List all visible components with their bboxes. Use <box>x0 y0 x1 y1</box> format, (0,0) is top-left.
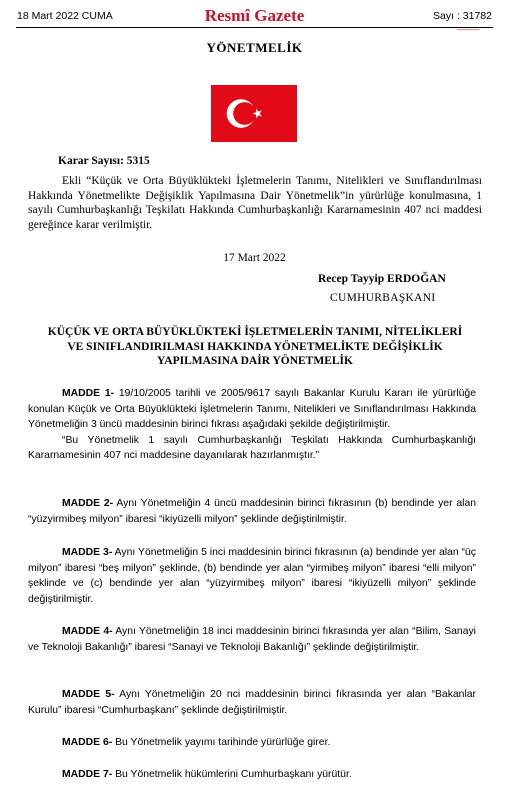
article-label: MADDE 3- <box>62 547 113 558</box>
article-label: MADDE 2- <box>62 498 114 509</box>
signer-title: CUMHURBAŞKANI <box>330 292 436 304</box>
header-accent-line <box>457 29 479 30</box>
turkish-flag-icon <box>211 85 297 142</box>
signer-name: Recep Tayyip ERDOĞAN <box>318 273 446 285</box>
issue-date: 18 Mart 2022 CUMA <box>17 10 113 22</box>
article-text: Aynı Yönetmeliğin 4 üncü maddesinin birinci fıkrasının (b) bendinde yer alan “yüzyirmibeş milyon” ibaresi “ikiyüzelli milyon” şeklinde değiştirilmiştir. <box>28 498 477 525</box>
article-label: MADDE 7- <box>62 769 113 780</box>
article-2 <box>28 496 476 527</box>
gazette-masthead: Resmî Gazete <box>204 6 305 25</box>
article-text: 19/10/2005 tarihli ve 2005/9617 sayılı Bakanlar Kurulu Kararı ile yürürlüğe konulan Küçük ve Orta Büyüklükteki İşletmelerin Tanımı, Nitelikleri ve Sınıflandırılması Hakkında Yönetmeliğin 3 üncü maddesinin birinci fıkrası aşağıdaki şekilde değiştirilmiştir. <box>28 388 476 431</box>
article-text: Bu Yönetmelik hükümlerini Cumhurbaşkanı yürütür. <box>112 769 352 780</box>
article-label: MADDE 6- <box>62 737 113 748</box>
article-3 <box>28 545 476 607</box>
article-quote: “Bu Yönetmelik 1 sayılı Cumhurbaşkanlığı Teşkilatı Hakkında Cumhurbaşkanlığı Kararnamesinin 407 nci maddesine dayanılarak hazırlanmıştır.” <box>28 434 476 462</box>
article-5 <box>28 687 476 718</box>
decree-text: Ekli “Küçük ve Orta Büyüklükteki İşletmelerin Tanımı, Nitelikleri ve Sınıflandırılması Hakkında Yönetmelikte Değişiklik Yapılmasına Dair Yönetmelik”in yürürlüğe konulmasına, 1 sayılı Cumhurbaşkanlığı Teşkilatı Hakkında Cumhurbaşkanlığı Kararnamesinin 407 nci maddesi gereğince karar verilmiştir. <box>28 175 482 231</box>
article-text: Bu Yönetmelik yayımı tarihinde yürürlüğe girer. <box>112 737 331 748</box>
issue-number: Sayı : 31782 <box>433 10 492 22</box>
article-label: MADDE 5- <box>62 689 115 700</box>
article-label: MADDE 1- <box>62 388 115 399</box>
article-text: Aynı Yönetmeliğin 18 inci maddesinin birinci fıkrasında yer alan “Bilim, Sanayi ve Teknoloji Bakanlığı” ibaresi “Sanayi ve Teknoloji Bakanlığı” şeklinde değiştirilmiştir. <box>28 626 476 653</box>
article-6 <box>28 735 476 751</box>
header-divider <box>16 27 493 28</box>
decree-date: 17 Mart 2022 <box>223 252 286 264</box>
article-1 <box>28 386 476 464</box>
article-text: Aynı Yönetmeliğin 20 nci maddesinin birinci fıkrasında yer alan “Bakanlar Kurulu” ibaresi “Cumhurbaşkanı” şeklinde değiştirilmiştir. <box>28 689 476 716</box>
article-text: Aynı Yönetmeliğin 5 inci maddesinin birinci fıkrasının (a) bendinde yer alan “üç milyon” ibaresi “beş milyon” şeklinde, (b) bendinde yer alan “yirmibeş milyon” ibaresi “elli milyon” şeklinde ve (c) bendinde yer alan “yüzyirmibeş milyon” ibaresi “ikiyüzelli milyon” şeklinde değiştirilmiştir. <box>28 547 476 605</box>
article-4 <box>28 624 476 655</box>
section-title: YÖNETMELİK <box>206 40 303 55</box>
article-label: MADDE 4- <box>62 626 113 637</box>
regulation-title: KÜÇÜK VE ORTA BÜYÜKLÜKTEKİ İŞLETMELERİN TANIMI, NİTELİKLERİ VE SINIFLANDIRILMASI HAKKINDA YÖNETMELİKTE DEĞİŞİKLİK YAPILMASINA DAİR YÖNETMELİK <box>47 326 463 367</box>
article-7 <box>28 767 476 783</box>
decree-number: Karar Sayısı: 5315 <box>58 155 150 167</box>
